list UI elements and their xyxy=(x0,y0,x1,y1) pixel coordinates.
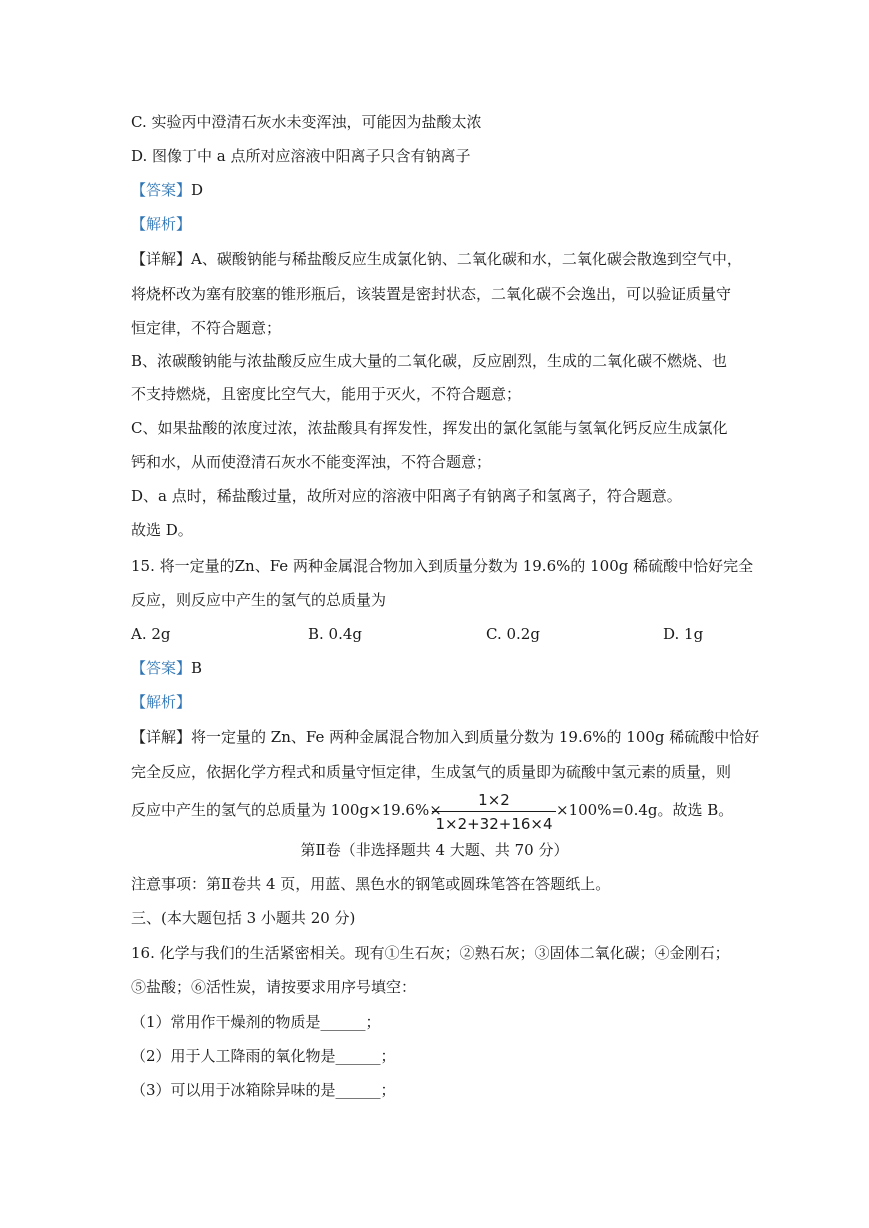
detail-line: 将烧杯改为塞有胶塞的锥形瓶后，该装置是密封状态，二氧化碳不会逸出，可以验证质量守 xyxy=(131,285,732,303)
question-16: 16. 化学与我们的生活紧密相关。现有①生石灰；②熟石灰；③固体二氧化碳；④金刚石； xyxy=(131,944,730,962)
detail-line: B、浓碳酸钠能与浓盐酸反应生成大量的二氧化碳，反应剧烈，生成的二氧化碳不燃烧、也 xyxy=(131,352,728,370)
fraction xyxy=(432,790,556,834)
analysis-tag-14: 【解析】 xyxy=(131,215,192,233)
detail-line: 【详解】A、碳酸钠能与稀盐酸反应生成氯化钠、二氧化碳和水，二氧化碳会散逸到空气中， xyxy=(131,250,742,268)
question-15-cont: 反应，则反应中产生的氢气的总质量为 xyxy=(131,591,387,609)
answer-14 xyxy=(131,180,203,200)
section-title: 第Ⅱ卷（非选择题共 4 大题、共 70 分） xyxy=(300,841,569,859)
answer-value: B xyxy=(191,659,203,677)
fraction-numerator: 1×2 xyxy=(478,791,510,809)
fraction-denominator: 1×2+32+16×4 xyxy=(435,815,553,833)
formula-prefix: 反应中产生的氢气的总质量为 100g×19.6%× xyxy=(131,801,442,819)
answer-value: D xyxy=(191,181,204,199)
question-16-cont: ⑤盐酸；⑥活性炭，请按要求用序号填空： xyxy=(131,978,417,996)
answer-15 xyxy=(131,658,202,678)
detail-line: D、a 点时，稀盐酸过量，故所对应的溶液中阳离子有钠离子和氢离子，符合题意。 xyxy=(131,487,682,505)
detail-line: 【详解】将一定量的 Zn、Fe 两种金属混合物加入到质量分数为 19.6%的 100g 稀硫酸中恰好 xyxy=(131,728,760,746)
answer-tag: 【答案】 xyxy=(131,181,192,199)
detail-line: 完全反应，依据化学方程式和质量守恒定律，生成氢气的质量即为硫酸中氢元素的质量，则 xyxy=(131,763,732,781)
formula-suffix: ×100%=0.4g。故选 B。 xyxy=(556,801,734,819)
detail-line: 钙和水，从而使澄清石灰水不能变浑浊，不符合题意； xyxy=(131,453,492,471)
notice: 注意事项：第Ⅱ卷共 4 页，用蓝、黑色水的钢笔或圆珠笔答在答题纸上。 xyxy=(131,875,611,893)
option-a: A. 2g xyxy=(131,625,171,643)
answer-tag: 【答案】 xyxy=(131,659,192,677)
sub-question: （2）用于人工降雨的氧化物是______； xyxy=(131,1047,396,1065)
detail-line: 故选 D。 xyxy=(131,521,193,539)
analysis-tag-15: 【解析】 xyxy=(131,693,192,711)
fraction-bar xyxy=(432,811,556,812)
detail-line: 恒定律，不符合题意； xyxy=(131,319,282,337)
detail-line: 不支持燃烧，且密度比空气大，能用于灭火，不符合题意； xyxy=(131,385,522,403)
question-15: 15. 将一定量的Zn、Fe 两种金属混合物加入到质量分数为 19.6%的 100g 稀硫酸中恰好完全 xyxy=(131,557,754,575)
part-heading: 三、(本大题包括 3 小题共 20 分) xyxy=(131,909,356,927)
option-d: D. 1g xyxy=(663,625,704,643)
sub-question: （3）可以用于冰箱除异味的是______； xyxy=(131,1081,396,1099)
detail-line: C、如果盐酸的浓度过浓，浓盐酸具有挥发性，挥发出的氯化氢能与氢氧化钙反应生成氯化 xyxy=(131,419,728,437)
option-c: C. 0.2g xyxy=(486,625,540,643)
option-c-line: C. 实验丙中澄清石灰水未变浑浊，可能因为盐酸太浓 xyxy=(131,113,482,131)
sub-question: （1）常用作干燥剂的物质是______； xyxy=(131,1013,381,1031)
option-b: B. 0.4g xyxy=(308,625,363,643)
option-d-line: D. 图像丁中 a 点所对应溶液中阳离子只含有钠离子 xyxy=(131,147,471,165)
